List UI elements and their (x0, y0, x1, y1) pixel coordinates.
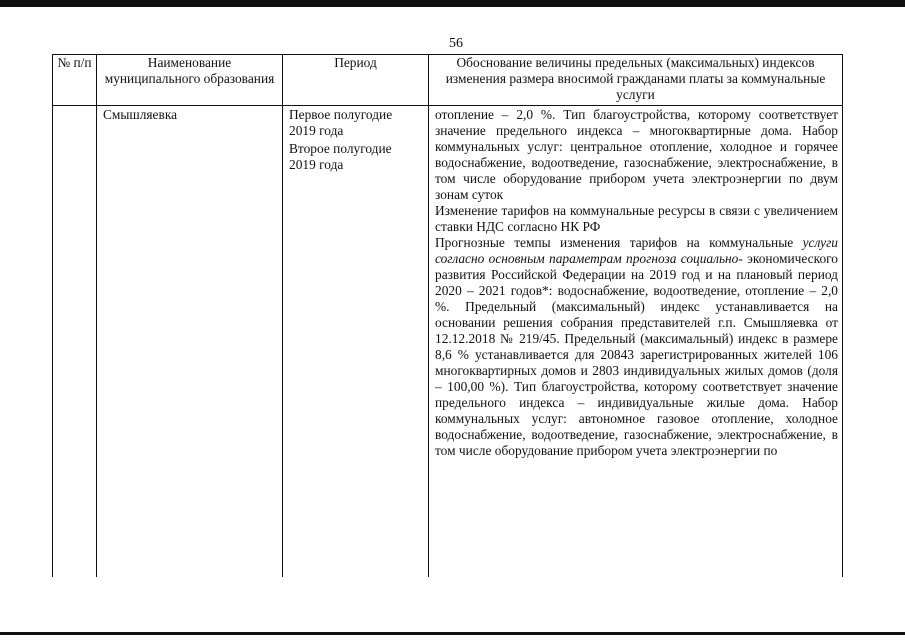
period-first-line2: 2019 года (289, 123, 344, 138)
table-header-row (53, 55, 843, 106)
period-second-line2: 2019 года (289, 157, 344, 172)
header-period: Период (283, 55, 429, 106)
justification-paragraph-vat: Изменение тарифов на коммунальные ресурсы в связи с увеличением ставки НДС согласно НК РФ (435, 203, 838, 234)
tariff-index-table (52, 54, 843, 577)
top-border-line (0, 0, 905, 7)
justification-paragraph-heating: отопление – 2,0 %. Тип благоустройства, которому соответствует значение предельного индекса – многоквартирные дома. Набор коммунальных услуг: центральное отопление, холодное и горячее водоснабжение, водоотведение, газоснабжение, электроснабжение, в том числе оборудование прибором учета электроэнергии по двум зонам суток (435, 107, 838, 202)
cell-justification (429, 106, 843, 578)
header-municipality: Наименование муниципального образования (97, 55, 283, 106)
cell-municipality (97, 106, 283, 578)
forecast-text-start: Прогнозные темпы изменения тарифов на коммунальные (435, 235, 794, 250)
period-first-line1: Первое полугодие (289, 107, 393, 122)
cell-period (283, 106, 429, 578)
period-second-line1: Второе полугодие (289, 141, 392, 156)
bottom-border-line (0, 632, 905, 635)
forecast-text-italic: услуги согласно основным параметрам прогноза социально- (435, 235, 838, 266)
table-row (53, 106, 843, 578)
municipality-name: Смышляевка (103, 107, 178, 122)
forecast-text-rest: экономического развития Российской Федерации на 2019 год и на плановый период 2020 – 2021 годов*: водоснабжение, водоотведение, отопление – 2,0 %. Предельный (максимальный) индекс устанавливается на основании решения собрания представителей г.п. Смышляевка от 12.12.2018 № 219/45. Предельный (максимальный) индекс в размере 8,6 % устанавливается для 20843 зарегистрированных жителей 106 многоквартирных домов и 2803 индивидуальных жилых домов (доля – 100,00 %). Тип благоустройства, которому соответствует значение предельного индекса – индивидуальные жилые дома. Набор коммунальных услуг: автономное газовое отопление, холодное водоснабжение, водоотведение, газоснабжение, электроснабжение, в том числе оборудование прибором учета электроэнергии по (435, 251, 838, 458)
justification-paragraph-forecast (435, 235, 838, 459)
cell-number (53, 106, 97, 578)
page-number: 56 (449, 36, 463, 51)
header-number: № п/п (53, 55, 97, 106)
header-justification: Обоснование величины предельных (максимальных) индексов изменения размера вносимой гражданами платы за коммунальные услуги (429, 55, 843, 106)
